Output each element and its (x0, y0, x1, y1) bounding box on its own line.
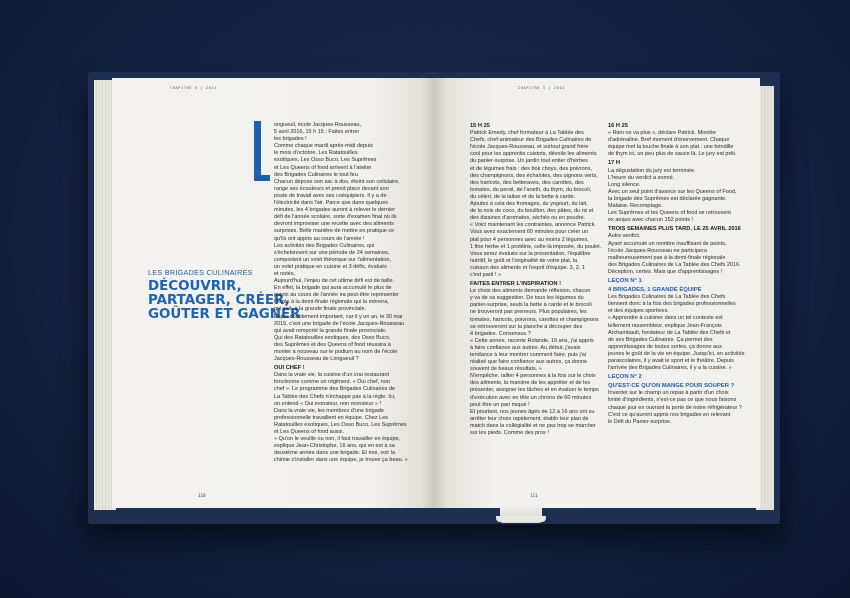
text-line: tellement rassembleur, explique Jean-François (608, 322, 722, 329)
text-line: range ses écouteurs et prend place devant son (274, 185, 389, 192)
lesson-heading: QU'EST-CE QU'ON MANGE POUR SOUPER ? (608, 383, 735, 390)
text-line: et des équipes sportives. (608, 308, 669, 315)
text-line: se retrouveront sur la planche à découper des (470, 323, 583, 330)
right-folio: 111 (530, 493, 538, 498)
text-line: des Brigades Culinaires le tout feu. (274, 171, 360, 178)
text-line: Et pourtant, nos jeunes âgés de 12 à 16 ans ont su (470, 408, 595, 415)
text-line: match dans la collégialité et ne pas trop se marcher (470, 422, 596, 429)
text-line: Patrick Emedy, chef formateur à La Tablée des (470, 130, 584, 137)
text-line: Qui des Ratatouilles exotiques, des Osso Buco, (274, 334, 391, 341)
subheading: OUI CHEF ! (274, 365, 305, 372)
text-line: C'est ce qu'auront appris nos brigades en relevant (608, 411, 731, 418)
text-line: explique Jean-Christophe, 16 ans, qui en est à sa (274, 443, 395, 450)
text-line: cuisson des aliments et l'esprit d'équipe. 3, 2, 1 (470, 264, 585, 271)
text-line: Les activités des Brigades Culinaires, qui (274, 242, 375, 249)
text-line: Ayant accumulé un nombre insuffisant de points, (608, 240, 727, 247)
text-line: l'école à la demi-finale régionale qui la mènera, (274, 299, 389, 306)
text-line: chimie s'installer dans une équipe, je trouve ça beau. » (274, 457, 408, 464)
text-line: « Voici maintenant les contraintes, annonce Patrick. (470, 222, 596, 229)
left-folio: 110 (198, 493, 206, 498)
lesson-heading: LEÇON N° 1 (608, 277, 642, 284)
text-line: apprentissages de toutes sortes, ça donne aux (608, 343, 723, 350)
text-line: y va de sa suggestion. De tous les légumes du (470, 295, 584, 302)
text-line: points au cours de l'année ira peut-être représenter (274, 292, 399, 299)
text-line: de ses Brigades Culinaires. Ça permet des (608, 336, 713, 343)
text-line: comportent un volet théorique sur l'alimentation, (274, 256, 391, 263)
text-line: et Les Queens of food aussi. (274, 429, 345, 436)
text-line: Le choix des aliments demande réflexion, chacun (470, 288, 591, 295)
text-line: des Brigades Culinaires de La Tablée des Chefs 2016. (608, 261, 741, 268)
text-line: et notés. (274, 270, 296, 277)
text-line: chef ». Le programme des Brigades Culinaires de (274, 386, 396, 393)
text-line: on entend « Oui monsieur, non monsieur » ! (274, 400, 382, 407)
text-line: chaque jour en ouvrant la porte de notre réfrigérateur ? (608, 404, 742, 411)
text-line: deuxième année dans une brigade. Et moi, voir la (274, 450, 396, 457)
text-line: Vous avez exactement 60 minutes pour créer un (470, 229, 589, 236)
text-line: un volet pratique en cuisine et 3 défis, évalués (274, 263, 387, 270)
text-line: minutes, les 4 brigades auront à relever le dernier (274, 207, 396, 214)
text-line: souvent de beaux résultats. » (470, 366, 542, 373)
text-line: et de légumes frais : des bok choys, des poivrons, (470, 165, 592, 172)
text-line: limité d'ingrédients, n'est-ce pas ce que nous faisons (608, 397, 737, 404)
text-line: Archambault, fondateur de La Tablée des Chefs et (608, 329, 731, 336)
text-line: réalisé que faire confiance aux autres, ça donne (470, 359, 588, 366)
text-line: sur les pieds. Comme des pros ! (470, 430, 549, 437)
text-line: 4 brigades. Consensus ? (470, 330, 531, 337)
text-line: Malaise. Recomptage. (608, 203, 663, 210)
text-line: l'école Jacques-Rousseau, et surtout grand frère (470, 144, 589, 151)
time-heading: 17 H (608, 160, 621, 167)
text-line: et Les Queens of food arrivent à l'atelier (274, 164, 372, 171)
left-page (112, 78, 434, 508)
text-line: panier-surprise, seuls la bette à carde et le brocoli (470, 302, 592, 309)
text-line: tomates, haricots, poivrons, carottes et champignons (470, 316, 599, 323)
text-line: plat pour 4 personnes avec au moins 2 légumes, (470, 236, 589, 243)
left-running-head: CHAPITRE 5 | 2015 (170, 86, 217, 90)
title-line: PARTAGER, CRÉER, (148, 293, 290, 308)
time-heading: 15 H 25 (470, 123, 490, 129)
text-line: professionnelle travaillent en équipe. Chez Les (274, 414, 389, 421)
chapter-title (148, 279, 301, 322)
text-line: ex aequo avec chacun 152 points ! (608, 217, 694, 224)
text-line: devront improviser une recette avec des aliments (274, 221, 394, 228)
text-line: des haricots, des betteraves, des carottes, des (470, 179, 584, 186)
text-line: arrêter leur choix rapidement, établir leur plan de (470, 415, 589, 422)
text-line: c'est parti ! » (470, 271, 502, 278)
text-line: peut être un pari risqué ! (470, 401, 530, 408)
text-line: Comme chaque mardi après-midi depuis (274, 143, 374, 150)
bookmark-ribbon-tip (496, 516, 546, 522)
lesson-heading: LEÇON N° 2 (608, 374, 642, 381)
text-line: Enjeu doublement important, car il y un an, le 30 mai (274, 313, 403, 320)
text-line: qu'ils ont appris au cours de l'année ! (274, 235, 365, 242)
title-line: GOÛTER ET GAGNER (148, 307, 301, 322)
text-line: nutritif, le goût et l'originalité de votre plat, la (470, 257, 578, 264)
right-page (434, 78, 760, 508)
text-line: l'école Jacques-Rousseau ne participera (608, 247, 707, 254)
text-line: N'empêche, rallier 4 personnes à la fois sur le choix (470, 373, 596, 380)
text-line: des aliments, la manière de les apprêter et de les (470, 380, 591, 387)
text-line: de thym ici, un peu plus de sauce là. Le jury est prêt. (608, 151, 737, 158)
text-line: des dizaines d'aromates, séchés ou en poudre. (470, 215, 586, 222)
text-line: de la noix de coco, du bouillon, des pâtes, du riz et (470, 208, 594, 215)
text-line: La dégustation du jury est terminée. (608, 167, 696, 174)
text-line: du céleri, de la laitue et de la bette à carde. (470, 193, 576, 200)
text-line: l'arrivée des Brigades Culinaires, il y a la cuisine. » (608, 365, 732, 372)
text-line: équipe met la touche finale à son plat : une brindille (608, 144, 734, 151)
text-line: l'électricité dans l'air. Parce que dans quelques (274, 200, 389, 207)
text-line: des Suprêmes et des Queens of food réussira à (274, 341, 391, 348)
text-line: En effet, la brigade qui aura accumulé le plus de (274, 285, 392, 292)
text-line: d'adrénaline. Bref moment d'énervement. Chaque (608, 137, 730, 144)
text-line: Les Suprêmes et les Queens of food se retrouvent (608, 210, 731, 217)
title-line: DÉCOUVRIR, (148, 279, 242, 294)
text-line: « Qu'on le veuille ou non, il faut travailler en équipe, (274, 436, 401, 443)
text-line: présenter, assigner les tâches et en évaluer le temps (470, 387, 599, 394)
subheading: TROIS SEMAINES PLUS TARD, LE 25 AVRIL 2016 (608, 226, 741, 233)
text-line: Inventer sur le champ un repas à partir d'un choix (608, 390, 729, 397)
text-line: d'exécution avec en tête un chrono de 60 minutes (470, 394, 592, 401)
text-line: Avec un seul point d'avance sur les Queens of Food, (608, 188, 737, 195)
text-line: monter à nouveau sur le podium au nom de l'école (274, 349, 398, 355)
text-line: du panier-surprise. Un jardin tout entier d'herbes (470, 158, 588, 165)
text-line: « Rien ne va plus », déclare Patrick. Montée (608, 130, 716, 137)
time-heading: 16 H 25 (608, 123, 628, 129)
text-line: Aujourd'hui, l'enjeu de cet ultime défi est de taille. (274, 278, 395, 285)
text-line: ongueuil, école Jacques-Rousseau, (274, 122, 362, 128)
text-line: exotiques, Les Osso Buco, Les Suprêmes (274, 157, 377, 164)
text-line: Dans la vraie vie, les membres d'une brigade (274, 407, 384, 414)
text-line: cool pour les apprentis cuistots, dévoile les aliments (470, 151, 597, 158)
text-line: Les Brigades Culinaires de La Tablée des Chefs (608, 294, 726, 301)
text-line: défi de l'année scolaire, sorte d'examen final où ils (274, 214, 397, 221)
text-line: les brigades ! (274, 136, 307, 143)
right-text-column-2 (608, 121, 748, 426)
text-line: « Cette année, raconte Rolande, 16 ans, j'ai appris (470, 337, 594, 344)
text-line: jeunes le goût de la vie en équipe. Jusqu'ici, en activités (608, 350, 745, 357)
left-text-column (274, 122, 422, 465)
lesson-heading: 4 BRIGADES, 1 GRANDE ÉQUIPE (608, 287, 702, 294)
text-line: Déception, certes. Mais que d'apprentissages ! (608, 268, 723, 275)
text-line: Ajoutez à cela des fromages, du yogourt, du lait, (470, 201, 588, 208)
text-line: surprises. Belle manière de mettre en pratique ce (274, 228, 395, 235)
text-line: qui sait, à la grande finale provinciale. (274, 306, 367, 313)
text-line: la brigade des Suprêmes est déclarée gagnante. (608, 195, 727, 202)
text-line: 5 avril 2016, 15 h 15 : Faites entrer (274, 129, 360, 136)
text-line: le Défi du Panier-surprise. (608, 418, 672, 425)
text-line: fonctionne comme un régiment. « Oui chef, non (274, 379, 390, 386)
text-line: le mois d'octobre, Les Ratatouilles (274, 150, 358, 157)
right-running-head: CHAPITRE 5 | 2015 (518, 86, 565, 90)
text-line: Chacun dépose son sac à dos, éteint son cellulaire, (274, 178, 400, 185)
text-line: ne trouveront pas preneurs. Plus populaires, les (470, 309, 587, 316)
text-line: malheureusement pas à la demi-finale régionale (608, 254, 726, 261)
text-line: 1 fine herbe et 1 protéine, celle-là imposée, du poulet. (470, 243, 602, 250)
dropcap-l (254, 121, 270, 185)
text-line: Autre verdict. (608, 233, 641, 240)
text-line: tiennent donc à la fois des brigades professionnelles (608, 301, 736, 308)
text-line: La Tablée des Chefs n'échappe pas à la règle. Ici, (274, 393, 396, 400)
text-line: parascolaires, il y avait le sport et le théâtre. Depuis (608, 358, 734, 364)
text-line: qui avait remporté la grande finale provinciale. (274, 327, 387, 334)
text-line: tomates, du persil, de l'aneth, du thym, du brocoli, (470, 186, 592, 193)
text-line: Long silence. (608, 181, 641, 188)
text-line: à faire confiance aux autres. Au début, j'avais (470, 344, 581, 351)
text-line: Ratatouilles exotiques, Les Osso Buco, Les Suprêmes (274, 421, 407, 428)
text-line: L'heure du verdict a sonné. (608, 174, 675, 181)
text-line: Jacques-Rousseau de Longueuil ? (274, 356, 359, 363)
text-line: Vous serez évalués sur la présentation, l'équilibre (470, 250, 591, 257)
text-line: s'échelonnent sur une période de 24 semaines, (274, 249, 390, 256)
text-line: tendance à leur montrer comment faire, puis j'ai (470, 352, 586, 358)
text-line: poste de travail avec ses coéquipiers. Il y a de (274, 192, 387, 199)
text-line: 2015, c'est une brigade de l'école Jacques-Rousseau (274, 320, 405, 327)
subheading: FAITES ENTRER L'INSPIRATION ! (470, 281, 561, 288)
section-label: LES BRIGADES CULINAIRES (148, 268, 253, 277)
text-line: des champignons, des échalotes, des oignons verts, (470, 172, 598, 179)
text-line: « Apprendre à cuisiner dans un tel contexte est (608, 315, 723, 322)
text-line: Dans la vraie vie, la cuisine d'un vrai restaurant (274, 372, 390, 379)
text-line: Chefs, chef-animateur des Brigades Culinaires de (470, 137, 592, 144)
right-text-column-1 (470, 121, 610, 437)
